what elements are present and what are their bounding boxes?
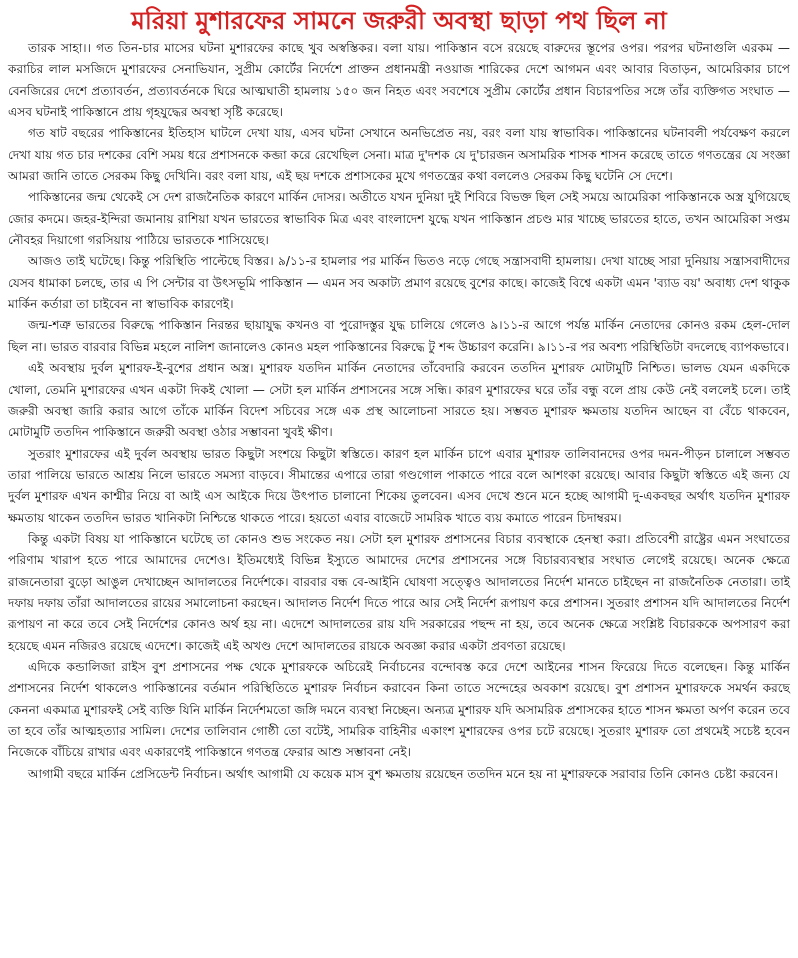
- article-paragraph: আজও তাই ঘটেছে। কিন্তু পরিস্থিতি পাল্টেছে বিস্তর। ৯/১১-র হামলার পর মার্কিন ভিতও নড়ে গেছে সন্ত্রাসবাদী হামলায়। দেখা যাচ্ছে সারা দুনিয়ায় সন্ত্রাসবাদীদের যেসব ধামাকা চলছে, তার এ পি সেন্টার বা উৎসভূমি পাকিস্তান — এমন সব অকাট্য প্রমাণ রয়েছে বুশের কাছে। কাজেই বিশ্বে একটা এমন 'ব্যাড বয়' অবাধ্য দেশ থাকুক মার্কিন কর্তারা তা চাইবেন না স্বাভাবিক কারণেই।: [8, 254, 790, 312]
- article-paragraph: কিন্তু একটা বিষয় যা পাকিস্তানে ঘটেছে তা কোনও শুভ সংকেত নয়। সেটা হল মুশারফ প্রশাসনের বিচার ব্যবস্থাকে হেনস্থা করা। প্রতিবেশী রাষ্ট্রের এমন সংঘাতের পরিণাম খারাপ হতে পারে আমাদের দেশেও। ইতিমধ্যেই বিভিন্ন ইস্যুতে আমাদের দেশের প্রশাসনের সঙ্গে বিচারব্যবস্থার সংঘাত লেগেই রয়েছে। অনেক ক্ষেত্রে রাজনেতারা বুড়ো আঙুল দেখাচ্ছেন আদালতের নির্দেশকে। বারবার বন্ধ বে-আইনি ঘোষণা সত্ত্বেও আদালতের নির্দেশ মানতে চাইছেন না রাজনৈতিক নেতারা। তাই দফায় দফায় তাঁরা আদালতের রায়ের সমালোচনা করছেন। আদালত নির্দেশ দিতে পারে আর সেই নির্দেশ রূপায়ণ করে প্রশাসন। সুতরাং প্রশাসন যদি আদালতের নির্দেশ রূপায়ণ না করে তবে সেই নির্দেশের কোনও অর্থ হয় না। এদেশে আদালতের রায় যদি সরকারের পছন্দ না হয়, তবে অনেক ক্ষেত্রে সংশ্লিষ্ট বিচারককে অপসারণ করা হয়েছে এমন নজিরও রয়েছে এদেশে। কাজেই এই অখণ্ড দেশে আদালতের রায়কে অবজ্ঞা করার একটা প্রবণতা রয়েছে।: [8, 531, 790, 653]
- article-paragraph: গত ষাট বছরের পাকিস্তানের ইতিহাস ঘাটলে দেখা যায়, এসব ঘটনা সেখানে অনভিপ্রেত নয়, বরং বলা যায় স্বাভাবিক। পাকিস্তানের ঘটনাবলী পর্যবেক্ষণ করলে দেখা যায় গত চার দশকের বেশি সময় ধরে প্রশাসনকে কব্জা করে রেখেছিল সেনা। মাত্র দু'দশক যে দু'চারজন অসামরিক শাসক শাসন করেছে তাতে গণতন্ত্রের যে সংজ্ঞা আমরা জানি তাতে সেরকম কিছু দেখিনি। বরং বলা যায়, এই ছয় দশকে প্রশাসকের মুখে গণতন্ত্রের কথা বললেও সেরকম কিছু ঘটেনি সে দেশে।: [8, 126, 790, 184]
- article-paragraph: এদিকে কন্ডালিজা রাইস বুশ প্রশাসনের পক্ষ থেকে মুশারফকে অচিরেই নির্বাচনের বন্দোবস্ত করে দেশে আইনের শাসন ফিরেয়ে দিতে বলেছেন। কিন্তু মার্কিন প্রশাসনের নির্দেশ থাকলেও পাকিস্তানের বর্তমান পরিস্থিতিতে মুশারফ নির্বাচন করাবেন কিনা তাতে সন্দেহের অবকাশ রয়েছে। বুশ প্রশাসন মুশারফকে সমর্থন করছে কেননা একমাত্র মুশারফই সেই ব্যক্তি যিনি মার্কিন নির্দেশমতো জঙ্গি দমনে ব্যবস্থা নিচ্ছেন। অন্যত্র মুশারফ যদি অসামরিক প্রশাসকের হাতে শাসন ক্ষমতা অর্পণ করেন তবে তা হবে তাঁর আত্মহত্যার সামিল। দেশের তালিবান গোষ্ঠী তো বটেই, সামরিক বাহিনীর একাংশ মুশারফের ওপর চটে রয়েছে। সুতরাং মুশারফ তো প্রথমেই সচেষ্ট হবেন নিজেকে বাঁচিয়ে রাখার এবং একারণেই পাকিস্তানে গণতন্ত্র ফেরার আশু সম্ভাবনা নেই।: [8, 659, 790, 760]
- article-paragraph: তারক সাহা।। গত তিন-চার মাসের ঘটনা মুশারফের কাছে খুব অস্বস্তিকর। বলা যায়। পাকিস্তান বসে রয়েছে বারুদের স্তূপের ওপর। পরপর ঘটনাগুলি এরকম — করাচির লাল মসজিদে মুশারফের সেনাভিযান, সুপ্রীম কোর্টের নির্দেশে প্রাক্তন প্রধানমন্ত্রী নওয়াজ শারিকের দেশে আগমন এবং আবার বিতাড়ন, আমেরিকার চাপে বেনজিরের দেশে প্রত্যাবর্তন, প্রত্যাবর্তনকে ঘিরে আত্মঘাতী হামলায় ১৫০ জন নিহত এবং সবশেষে সুপ্রীম কোর্টের প্রধান বিচারপতির সঙ্গে তাঁর ব্যক্তিগত সংঘাত — এসব ঘটনাই পাকিস্তানে প্রায় গৃহযুদ্ধের অবস্থা সৃষ্টি করেছে।: [8, 41, 790, 120]
- article-paragraph: সুতরাং মুশারফের এই দুর্বল অবস্থায় ভারত কিছুটা সংশয়ে কিছুটা স্বস্তিতে। কারণ হল মার্কিন চাপে এবার মুশারফ তালিবানদের ওপর দমন-পীড়ন চালালে সম্ভবত তারা পালিয়ে ভারতে আশ্রয় নিলে ভারতে সমস্যা বাড়বে। সীমান্তের এপারে তারা গণ্ডগোল পাকাতে পারে বলে আশংকা রয়েছে। আবার কিছুটা স্বস্তিতে এই জন্য যে দুর্বল মুশারফ এখন কাশ্মীর নিয়ে বা আই এস আইকে দিয়ে উৎপাত চালানো শিকেয় তুলবেন। এসব দেখে শুনে মনে হচ্ছে আগামী দু-একবছর অর্থাৎ যতদিন মুশারফ ক্ষমতায় থাকেন ততদিন ভারত খানিকটা নিশ্চিন্তে থাকতে পারে। হয়তো এবার বাজেটে সামরিক খাতে ব্যয় কমাতে পারেন চিদাম্বরম।: [8, 446, 790, 525]
- article-body: [8, 38, 790, 785]
- article-paragraph: পাকিস্তানের জন্ম থেকেই সে দেশ রাজনৈতিক কারণে মার্কিন দোসর। অতীতে যখন দুনিয়া দুই শিবিরে বিভক্ত ছিল সেই সময়ে আমেরিকা পাকিস্তানকে অস্ত্র যুগিয়েছে জোর কদমে। জহর-ইন্দিরা জমানায় রাশিয়া যখন ভারতের স্বাভাবিক মিত্র এবং বাংলাদেশ যুদ্ধে যখন পাকিস্তান প্রচণ্ড মার খাচ্ছে ভারতের হাতে, তখন আমেরিকা সপ্তম নৌবহর দিয়াগো গরসিয়ায় পাঠিয়ে ভারতকে শাসিয়েছে।: [8, 190, 790, 248]
- article-paragraph: এই অবস্থায় দুর্বল মুশারফ-ই-বুশের প্রধান অস্ত্র। মুশারফ যতদিন মার্কিন নেতাদের তাঁবেদারি করবেন ততদিন মুশারফ মোটামুটি নিশ্চিত। ভালভ যেমন একদিকে খোলা, তেমনি মুশারফের এখন একটা দিকই খোলা — সেটা হল মার্কিন প্রশাসনের সঙ্গে সন্ধি। কারণ মুশারফের ঘরে তাঁর বন্ধু বলে প্রায় কেউ নেই বললেই চলে। তাই জরুরী অবস্থা জারি করার আগে তাঁকে মার্কিন বিদেশ সচিবের সঙ্গে এক প্রস্থ আলোচনা সারতে হয়। সম্ভবত মুশারফ ক্ষমতায় যতদিন আছেন বা বেঁচে থাকবেন, মোটামুটি ততদিন পাকিস্তানে জরুরী অবস্থা ওঠার সম্ভাবনা খুবই ক্ষীণ।: [8, 361, 790, 440]
- article-paragraph: জন্ম-শত্রু ভারতের বিরুদ্ধে পাকিস্তান নিরন্তর ছায়াযুদ্ধ কখনও বা পুরোদস্তুর যুদ্ধ চালিয়ে গেলেও ৯।১১-র আগে পর্যন্ত মার্কিন নেতাদের কোনও রকম হেল-দোল ছিল না। ভারত বারবার বিভিন্ন মহলে নালিশ জানালেও কোনও মহল পাকিস্তানের বিরুদ্ধে টু শব্দ উচ্চারণ করেনি। ৯।১১-র পর অবশ্য পরিস্থিতিটা বদলেছে ব্যাপকভাবে।: [8, 318, 790, 354]
- headline: মরিয়া মুশারফের সামনে জরুরী অবস্থা ছাড়া পথ ছিল না: [131, 6, 667, 35]
- article-paragraph: আগামী বছরে মার্কিন প্রেসিডেন্ট নির্বাচন। অর্থাৎ আগামী যে কয়েক মাস বুশ ক্ষমতায় রয়েছেন ততদিন মনে হয় না মুশারফকে সরাবার তিনি কোনও চেষ্টা করবেন।: [28, 766, 779, 781]
